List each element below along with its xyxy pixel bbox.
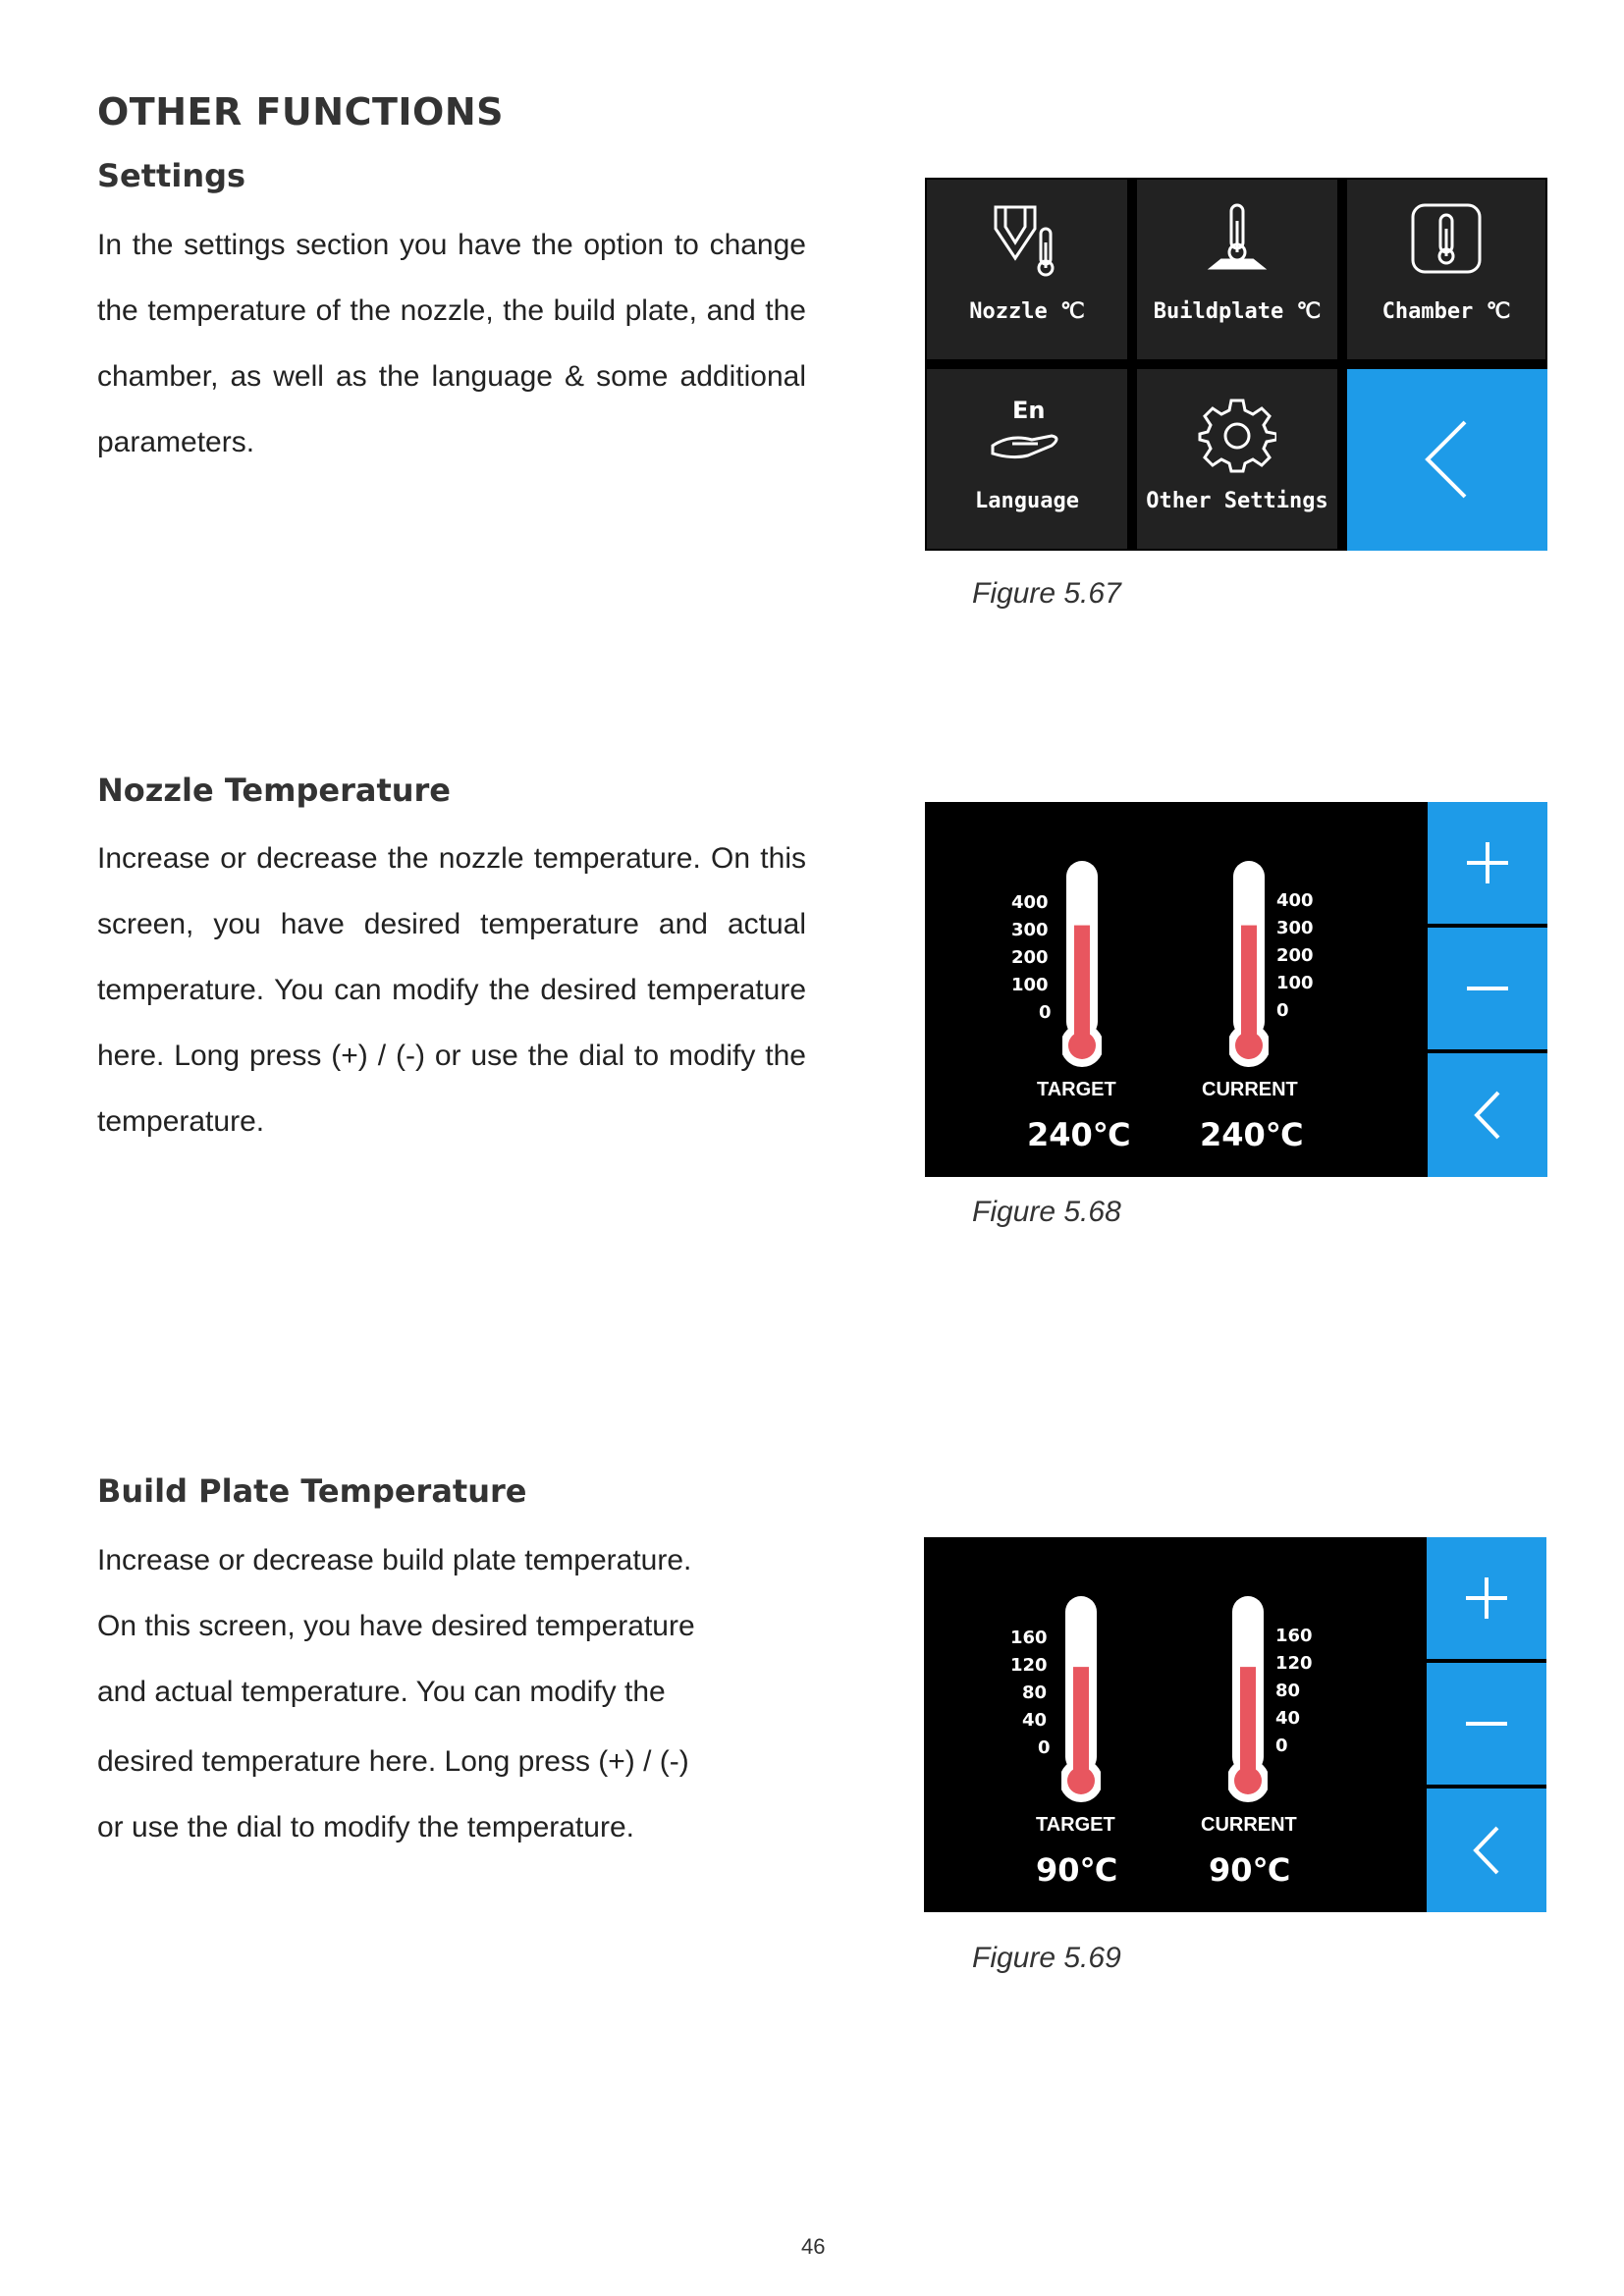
current-thermometer — [1229, 861, 1269, 1082]
scale-tick: 100 — [1276, 973, 1314, 993]
scale-tick: 40 — [1022, 1710, 1048, 1731]
increase-button[interactable] — [1428, 802, 1547, 924]
tile-buildplate[interactable] — [1137, 180, 1337, 359]
language-hand-icon — [983, 397, 1071, 470]
minus-icon — [1463, 984, 1512, 993]
current-thermometer — [1228, 1596, 1268, 1817]
current-value: 240℃ — [1200, 1116, 1304, 1153]
tile-chamber-label: Chamber ℃ — [1381, 299, 1511, 324]
buildplate-temp-body — [97, 1527, 726, 1860]
target-thermometer — [1062, 861, 1102, 1082]
target-value: 90℃ — [1036, 1851, 1118, 1889]
scale-tick: 80 — [1275, 1681, 1301, 1701]
buildplate-temp-heading: Build Plate Temperature — [97, 1472, 527, 1510]
scale-tick: 0 — [1276, 1000, 1289, 1021]
nozzle-temp-body: Increase or decrease the nozzle temperature. On this screen, you have desired temperature and actual temperature. You can modify the desired temperature here. Long press (+) / (-) or use the dial to modify the temperature. — [97, 842, 806, 1138]
body-line: On this screen, you have desired temperature — [97, 1610, 695, 1642]
plus-icon — [1463, 838, 1512, 887]
scale-tick: 0 — [1038, 1737, 1051, 1758]
body-line: desired temperature here. Long press (+) / (-) — [97, 1745, 689, 1778]
tile-chamber[interactable] — [1347, 180, 1545, 359]
target-label: TARGET — [1036, 1814, 1115, 1836]
scale-tick: 400 — [1011, 892, 1049, 913]
language-badge: En — [1012, 397, 1046, 424]
scale-tick: 0 — [1039, 1002, 1052, 1023]
target-fill — [1073, 1667, 1089, 1783]
nozzle-thermometer-icon — [988, 199, 1066, 283]
settings-body: In the settings section you have the option to change the temperature of the nozzle, the build plate, and the chamber, as well as the language & some additional parameters. — [97, 229, 806, 458]
side-controls — [1426, 802, 1547, 1177]
target-fill — [1074, 926, 1090, 1047]
minus-icon — [1462, 1719, 1511, 1729]
target-thermometer — [1061, 1596, 1101, 1817]
back-button[interactable] — [1428, 1053, 1547, 1177]
section-title: OTHER FUNCTIONS — [97, 90, 505, 133]
scale-tick: 0 — [1275, 1735, 1288, 1756]
scale-tick: 200 — [1011, 947, 1049, 968]
chevron-left-icon — [1473, 1091, 1502, 1140]
tile-language[interactable] — [927, 369, 1127, 549]
back-button[interactable] — [1347, 369, 1547, 551]
settings-screen — [925, 178, 1547, 551]
back-button[interactable] — [1427, 1789, 1546, 1912]
scale-tick: 160 — [1275, 1626, 1313, 1646]
tile-language-label: Language — [975, 489, 1079, 513]
current-fill — [1241, 926, 1257, 1047]
body-line: and actual temperature. You can modify the — [97, 1676, 666, 1708]
nozzle-temp-screen — [925, 802, 1547, 1177]
decrease-button[interactable] — [1427, 1663, 1546, 1785]
scale-tick: 40 — [1275, 1708, 1301, 1729]
target-label: TARGET — [1037, 1079, 1116, 1100]
buildplate-temp-screen — [924, 1537, 1546, 1912]
scale-tick: 300 — [1011, 920, 1049, 940]
tile-nozzle[interactable] — [927, 180, 1127, 359]
chamber-thermometer-icon — [1407, 199, 1486, 283]
gear-icon — [1198, 395, 1276, 478]
decrease-button[interactable] — [1428, 928, 1547, 1049]
chevron-left-icon — [1418, 418, 1477, 506]
target-value: 240℃ — [1027, 1116, 1131, 1153]
page-number: 46 — [801, 2234, 826, 2259]
current-label: CURRENT — [1202, 1079, 1298, 1100]
tile-other-settings-label: Other Settings — [1146, 489, 1328, 513]
scale-tick: 100 — [1011, 975, 1049, 995]
nozzle-temp-heading: Nozzle Temperature — [97, 772, 451, 809]
body-line: or use the dial to modify the temperature. — [97, 1811, 634, 1843]
current-value: 90℃ — [1209, 1851, 1291, 1889]
scale-tick: 300 — [1276, 918, 1314, 938]
plus-icon — [1462, 1574, 1511, 1623]
tile-other-settings[interactable] — [1137, 369, 1337, 549]
body-line: Increase or decrease build plate temperature. — [97, 1544, 692, 1576]
scale-tick: 160 — [1010, 1628, 1048, 1648]
figure-caption-568: Figure 5.68 — [972, 1196, 1121, 1228]
buildplate-thermometer-icon — [1198, 199, 1276, 283]
scale-tick: 200 — [1276, 945, 1314, 966]
current-label: CURRENT — [1201, 1814, 1297, 1836]
settings-heading: Settings — [97, 157, 246, 194]
chevron-left-icon — [1472, 1826, 1501, 1875]
scale-tick: 120 — [1275, 1653, 1313, 1674]
increase-button[interactable] — [1427, 1537, 1546, 1659]
current-fill — [1240, 1667, 1256, 1783]
tile-buildplate-label: Buildplate ℃ — [1153, 299, 1322, 324]
figure-caption-567: Figure 5.67 — [972, 577, 1121, 610]
figure-caption-569: Figure 5.69 — [972, 1942, 1121, 1974]
tile-nozzle-label: Nozzle ℃ — [969, 299, 1085, 324]
side-controls — [1425, 1537, 1546, 1912]
scale-tick: 400 — [1276, 890, 1314, 911]
scale-tick: 80 — [1022, 1682, 1048, 1703]
scale-tick: 120 — [1010, 1655, 1048, 1676]
